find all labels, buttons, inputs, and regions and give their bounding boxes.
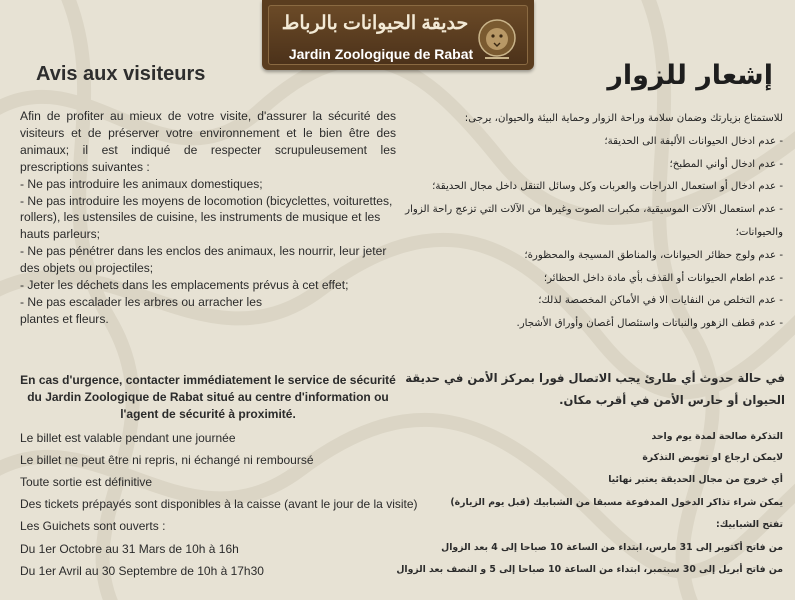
- lion-logo-icon: [477, 14, 517, 66]
- arabic-rule-item: - عدم ادخال الحيوانات الأليفة الى الحديقة؛: [604, 135, 783, 147]
- arabic-info-line: يمكن شراء تذاكر الدخول المدفوعة مسبقا من الشبابيك (قبل يوم الزيارة): [450, 497, 783, 508]
- arabic-info-line: التذكرة صالحة لمدة يوم واحد: [651, 431, 783, 442]
- french-info-line: Le billet ne peut être ni repris, ni échangé ni remboursé: [20, 453, 314, 467]
- french-rules-section: [20, 108, 396, 328]
- arabic-rule-item: - عدم ادخال أو استعمال الدراجات والعربات وكل وسائل التنقل داخل مجال الحديقة؛: [432, 181, 783, 193]
- french-title: Avis aux visiteurs: [36, 63, 206, 85]
- arabic-info-line: أي خروج من مجال الحديقة يعتبر نهائيا: [608, 474, 783, 485]
- french-rule-item: - Ne pas introduire les animaux domestiques;: [20, 176, 263, 191]
- arabic-rule-item: - عدم ولوج حظائر الحيوانات، والمناطق المسيجة والمحظورة؛: [524, 249, 783, 261]
- arabic-rule-item: - عدم قطف الزهور والنباتات واستئصال أغصان وأوراق الأشجار.: [516, 318, 783, 330]
- french-info-line: Toute sortie est définitive: [20, 475, 153, 489]
- french-hours-line: Du 1er Octobre au 31 Mars de 10h à 16h: [20, 542, 239, 556]
- arabic-rule-item: - عدم ادخال أواني المطبخ؛: [669, 158, 783, 170]
- french-emergency-notice: En cas d'urgence, contacter immédiatement le service de sécurité du Jardin Zoologique de Rabat situé au centre d'information ou l'agent de sécurité à proximité.: [20, 373, 396, 421]
- french-rule-item: - Ne pas escalader les arbres ou arracher les plantes et fleurs.: [20, 294, 262, 326]
- sign-panel: [268, 5, 528, 65]
- arabic-info-line: لايمكن ارجاع او تعويض التذكرة: [642, 452, 783, 463]
- french-info-line: Les Guichets sont ouverts :: [20, 519, 166, 533]
- french-hours-line: Du 1er Avril au 30 Septembre de 10h à 17h30: [20, 564, 264, 578]
- zoo-sign: [262, 0, 534, 70]
- sign-arabic-name: حديقة الحيوانات بالرباط: [281, 13, 469, 34]
- arabic-rule-item: - عدم التخلص من النفايات الا في الأماكن المخصصة لذلك؛: [538, 295, 783, 307]
- arabic-title: إشعار للزوار: [607, 60, 773, 91]
- arabic-emergency-notice: في حالة حدوث أي طارئ يجب الاتصال فورا بمركز الأمن في حديقة الحيوان أو حارس الأمن في أقرب مكان.: [405, 371, 785, 407]
- sign-french-name: Jardin Zoologique de Rabat: [288, 46, 474, 62]
- french-rule-item: - Ne pas introduire les moyens de locomotion (bicyclettes, voiturettes, rollers), les ustensiles de cuisine, les instruments de musique et les hauts parleurs;: [20, 193, 393, 242]
- arabic-rule-item: - عدم استعمال الآلات الموسيقية، مكبرات الصوت وغيرها من الآلات التي تزعج راحة الزوار والحيوانات؛: [405, 204, 783, 238]
- french-info-line: Des tickets prépayés sont disponibles à la caisse (avant le jour de la visite): [20, 497, 418, 511]
- arabic-rules-section: [401, 108, 783, 336]
- french-info-line: Le billet est valable pendant une journée: [20, 431, 236, 445]
- arabic-hours-line: من فاتح أبريل إلى 30 سبتمبر، ابتداء من الساعة 10 صباحا إلى 5 و النصف بعد الزوال: [396, 564, 783, 575]
- arabic-hours-line: من فاتح أكتوبر إلى 31 مارس، ابتداء من الساعة 10 صباحا إلى 4 بعد الزوال: [441, 542, 783, 553]
- arabic-rule-item: - عدم اطعام الحيوانات أو القذف بأي مادة داخل الحظائر؛: [543, 272, 783, 284]
- french-intro: Afin de profiter au mieux de votre visite, d'assurer la sécurité des visiteurs et de préserver votre environnement et le bien être des animaux; il est indiqué de respecter scrupuleusement les prescriptions suivantes :: [20, 109, 396, 174]
- french-rule-item: - Jeter les déchets dans les emplacements prévus à cet effet;: [20, 278, 349, 293]
- french-rule-item: - Ne pas pénétrer dans les enclos des animaux, les nourrir, leur jeter des objets ou projectiles;: [20, 244, 387, 276]
- arabic-intro: للاستمتاع بزيارتك وضمان سلامة وراحة الزوار وحماية البيئة والحيوان، يرجى:: [464, 113, 783, 124]
- arabic-info-line: تفتح الشبابيك:: [716, 519, 783, 530]
